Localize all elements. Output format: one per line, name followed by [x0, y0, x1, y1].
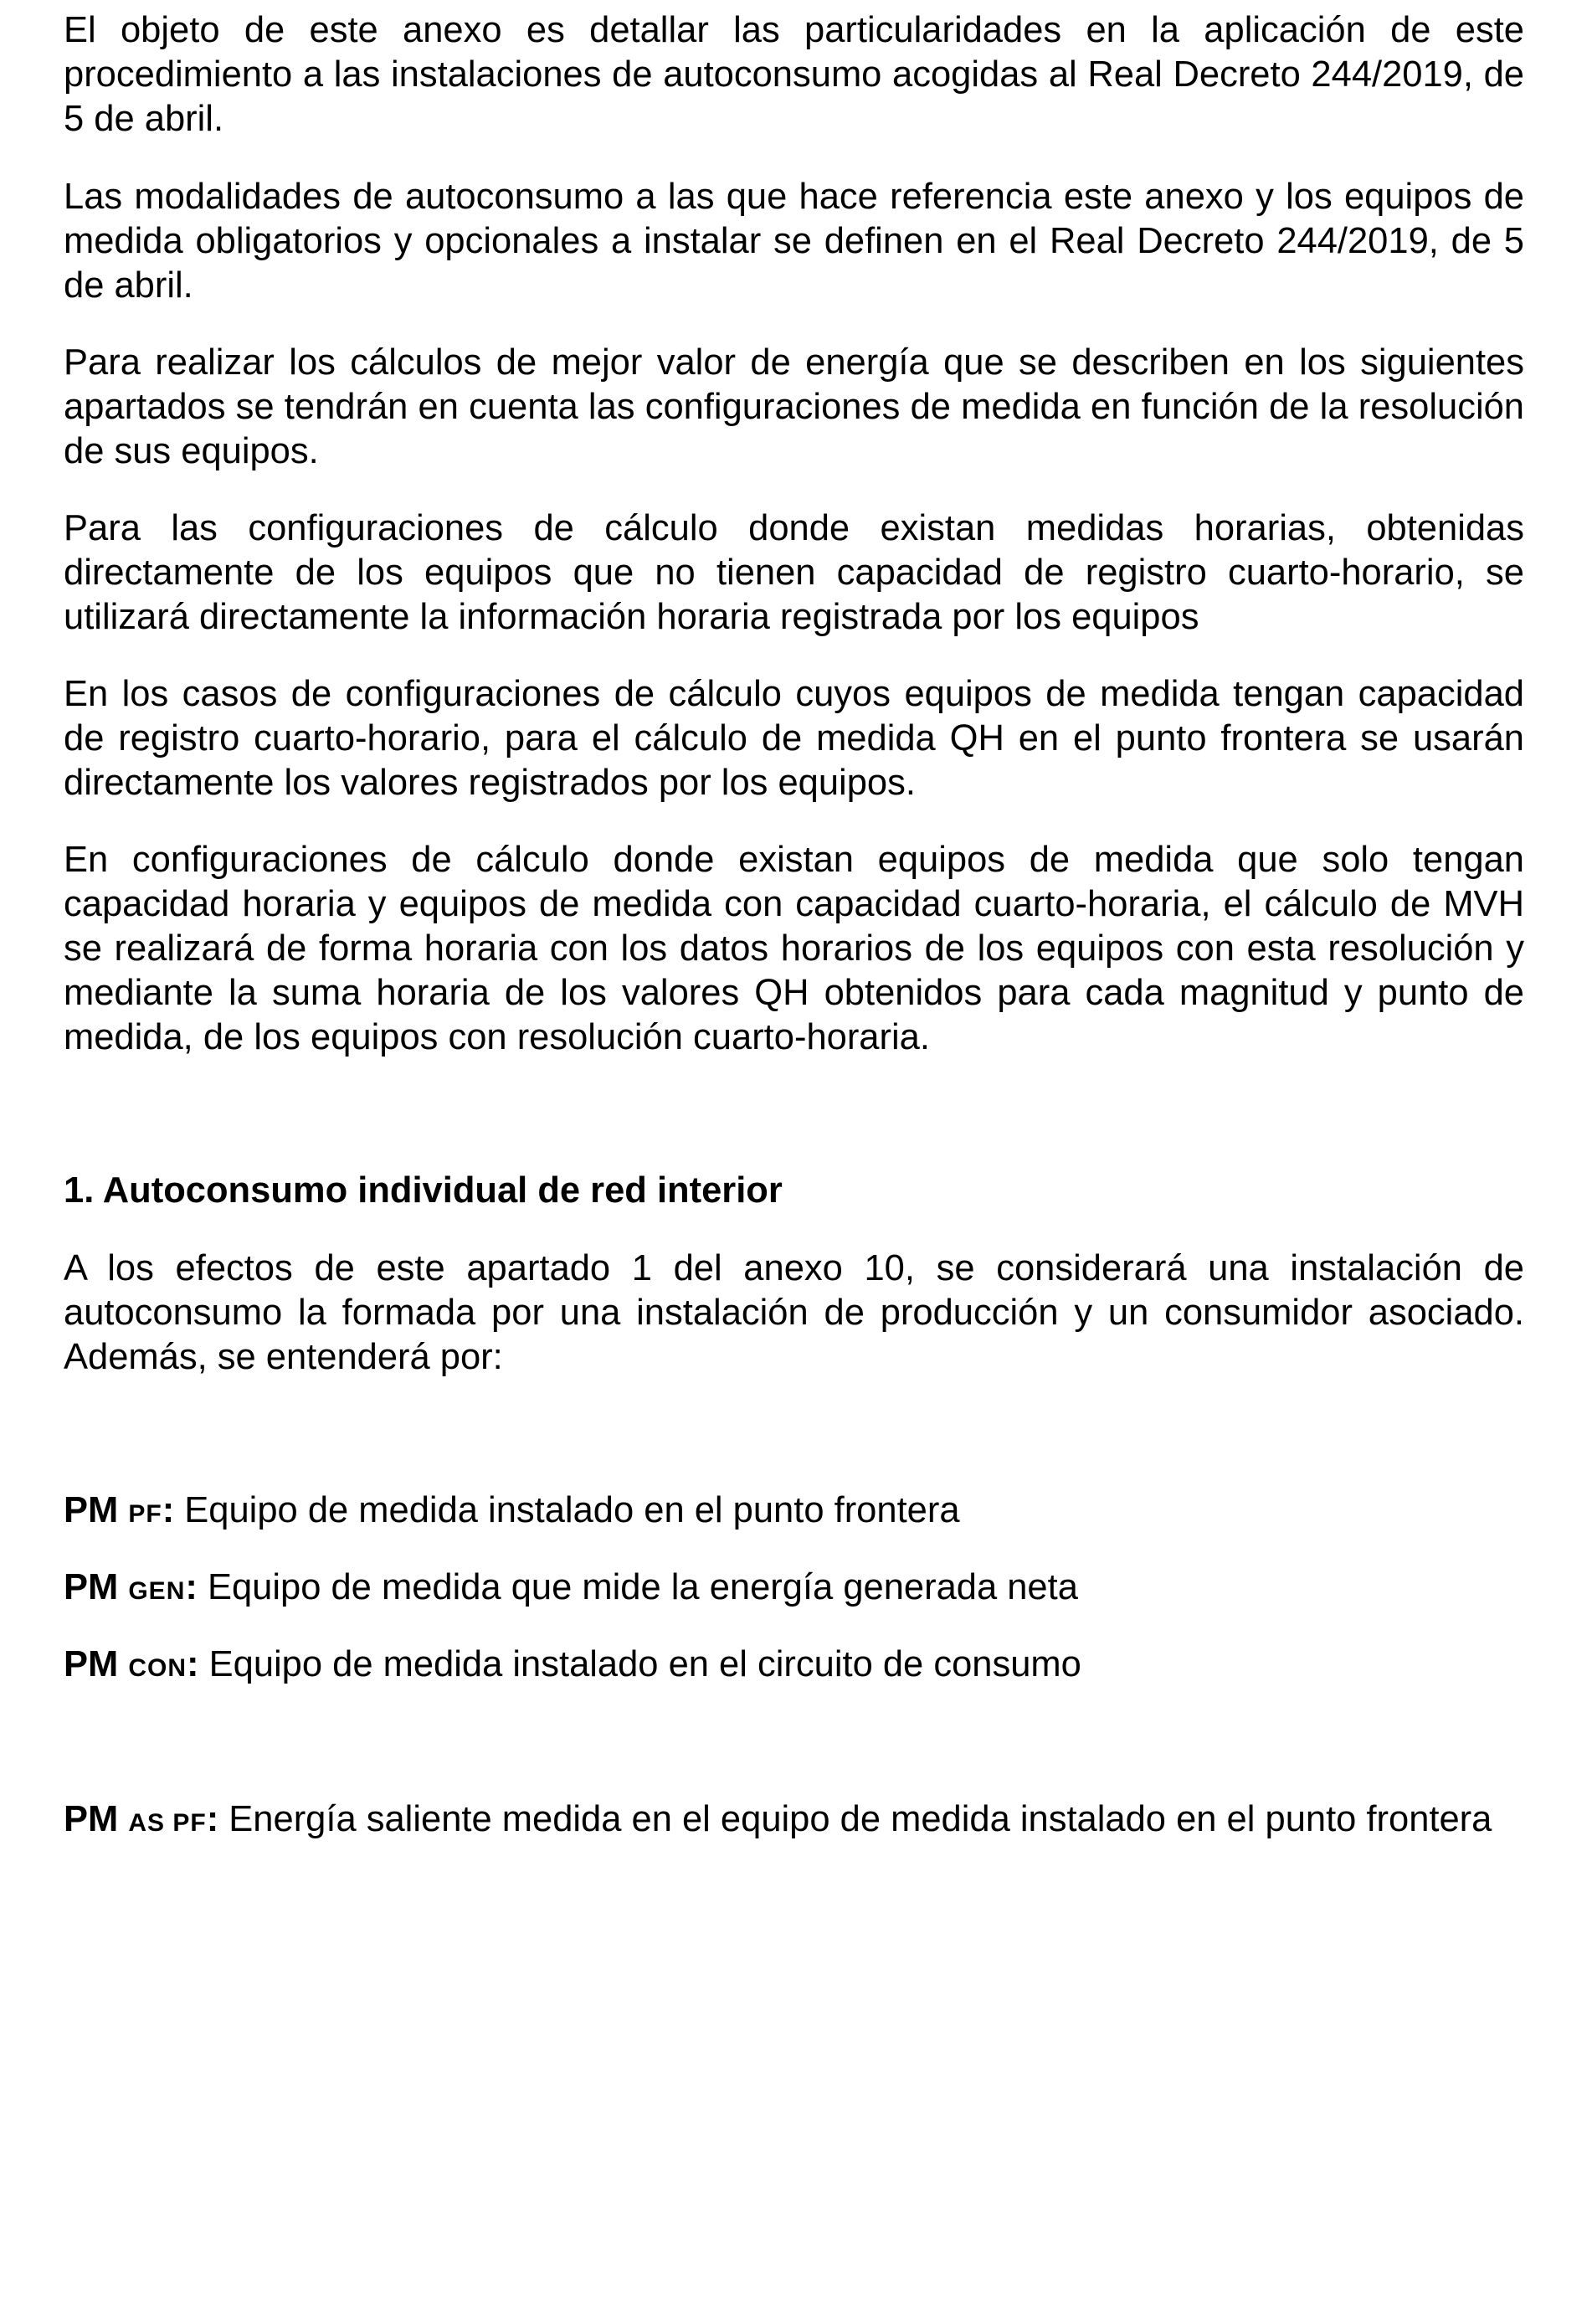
definition-text: Energía saliente medida en el equipo de medida instalado en el punto frontera [229, 1799, 1492, 1839]
definition-text: Equipo de medida instalado en el circuito de consumo [208, 1644, 1081, 1684]
section-intro: A los efectos de este apartado 1 del anexo 10, se considerará una instalación de autoconsumo la formada por una instalación de producción y un consumidor asociado. Además, se entenderá por: [64, 1248, 1524, 1377]
definition-subscript: AS PF [128, 1809, 207, 1837]
definition-term: PM [64, 1567, 119, 1607]
definition-text: Equipo de medida instalado en el punto frontera [184, 1490, 960, 1530]
definition-term: PM [64, 1490, 119, 1530]
definition-pm-con: PM CON: Equipo de medida instalado en el circuito de consumo [64, 1644, 1081, 1684]
definition-text: Equipo de medida que mide la energía generada neta [207, 1567, 1078, 1607]
definition-term: PM [64, 1644, 119, 1684]
definition-pm-as-pf: PM AS PF: Energía saliente medida en el equipo de medida instalado en el punto frontera [64, 1799, 1492, 1839]
intro-paragraph-1: El objeto de este anexo es detallar las particularidades en la aplicación de este procedimiento a las instalaciones de autoconsumo acogidas al Real Decreto 244/2019, de 5 de abril. [64, 10, 1524, 139]
intro-paragraph-5: En los casos de configuraciones de cálculo cuyos equipos de medida tengan capacidad de registro cuarto-horario, para el cálculo de medida QH en el punto frontera se usarán directamente los valores registrados por los equipos. [64, 674, 1524, 803]
intro-paragraph-2: Las modalidades de autoconsumo a las que hace referencia este anexo y los equipos de medida obligatorios y opcionales a instalar se definen en el Real Decreto 244/2019, de 5 de abril. [64, 177, 1524, 306]
definition-pm-pf: PM PF: Equipo de medida instalado en el punto frontera [64, 1490, 960, 1530]
definition-pm-gen: PM GEN: Equipo de medida que mide la energía generada neta [64, 1567, 1078, 1607]
definition-subscript: CON [128, 1654, 187, 1682]
intro-paragraph-6: En configuraciones de cálculo donde existan equipos de medida que solo tengan capacidad horaria y equipos de medida con capacidad cuarto-horaria, el cálculo de MVH se realizará de forma horaria con los datos horarios de los equipos con esta resolución y mediante la suma horaria de los valores QH obtenidos para cada magnitud y punto de medida, de los equipos con resolución cuarto-horaria. [64, 840, 1524, 1057]
intro-paragraph-3: Para realizar los cálculos de mejor valor de energía que se describen en los siguientes apartados se tendrán en cuenta las configuraciones de medida en función de la resolución de sus equipos. [64, 342, 1524, 471]
definition-subscript: PF [128, 1500, 162, 1528]
definition-subscript: GEN [128, 1577, 186, 1605]
definition-term: PM [64, 1799, 119, 1839]
intro-paragraph-4: Para las configuraciones de cálculo donde existan medidas horarias, obtenidas directamente de los equipos que no tienen capacidad de registro cuarto-horario, se utilizará directamente la información horaria registrada por los equipos [64, 508, 1524, 637]
section-heading: 1. Autoconsumo individual de red interior [64, 1170, 783, 1211]
